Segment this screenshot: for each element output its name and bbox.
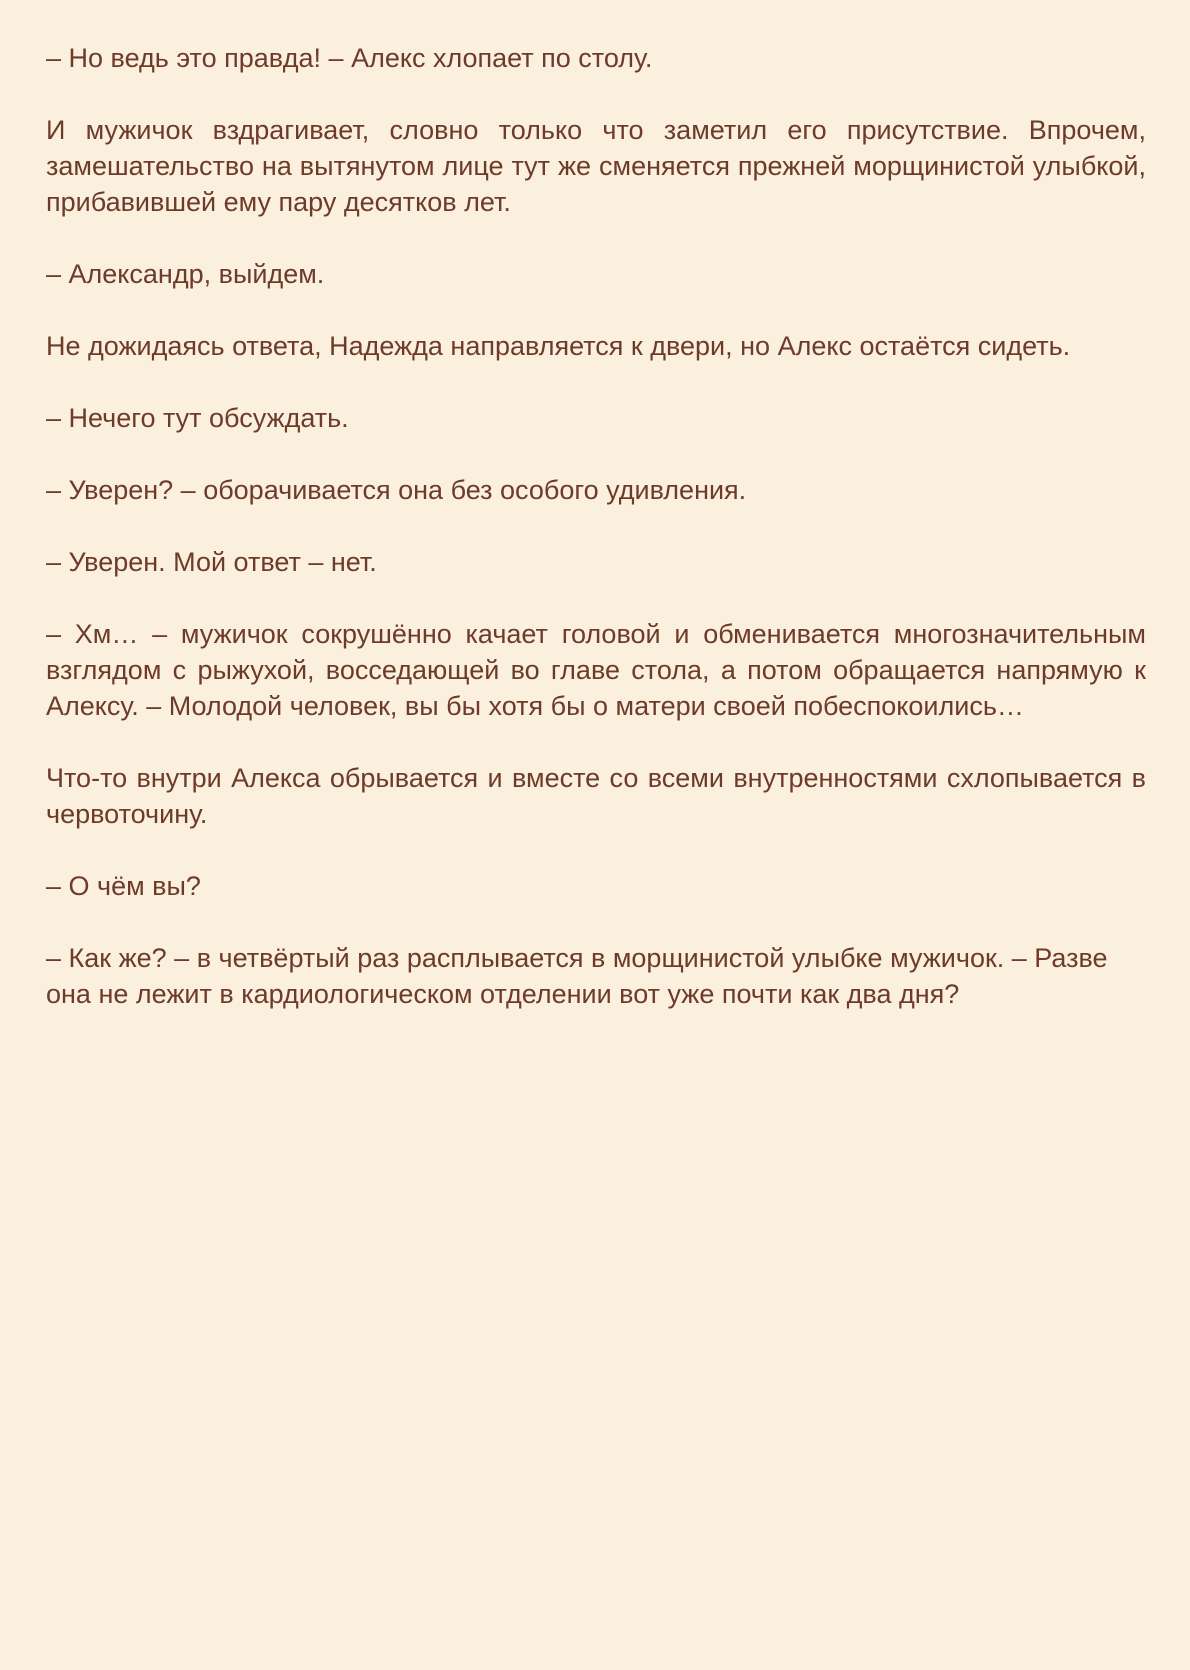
paragraph-7: – Уверен. Мой ответ – нет. [46, 547, 377, 577]
paragraph-8: – Хм… – мужичок сокрушённо качает головой и обменивается многозначительным взглядом с рыжухой, восседающей во главе стола, а потом обращается напрямую к Алексу. – Молодой человек, вы бы хотя бы о матери своей побеспокоились… [46, 619, 1146, 721]
paragraph-1: – Но ведь это правда! – Алекс хлопает по столу. [46, 43, 653, 73]
paragraph-9: Что-то внутри Алекса обрывается и вместе со всеми внутренностями схлопывается в червоточину. [46, 763, 1146, 829]
paragraph-2: И мужичок вздрагивает, словно только что заметил его присутствие. Впрочем, замешательство на вытянутом лице тут же сменяется прежней морщинистой улыбкой, прибавившей ему пару десятков лет. [46, 115, 1146, 217]
paragraph-4: Не дожидаясь ответа, Надежда направляется к двери, но Алекс остаётся сидеть. [46, 331, 1071, 361]
paragraph-3: – Александр, выйдем. [46, 259, 325, 289]
paragraph-11: – Как же? – в четвёртый раз расплывается в морщинистой улыбке мужичок. – Разве она не лежит в кардиологическом отделении вот уже почти как два дня? [46, 943, 1108, 1009]
paragraph-6: – Уверен? – оборачивается она без особого удивления. [46, 475, 747, 505]
paragraph-5: – Нечего тут обсуждать. [46, 403, 349, 433]
paragraph-10: – О чём вы? [46, 871, 201, 901]
